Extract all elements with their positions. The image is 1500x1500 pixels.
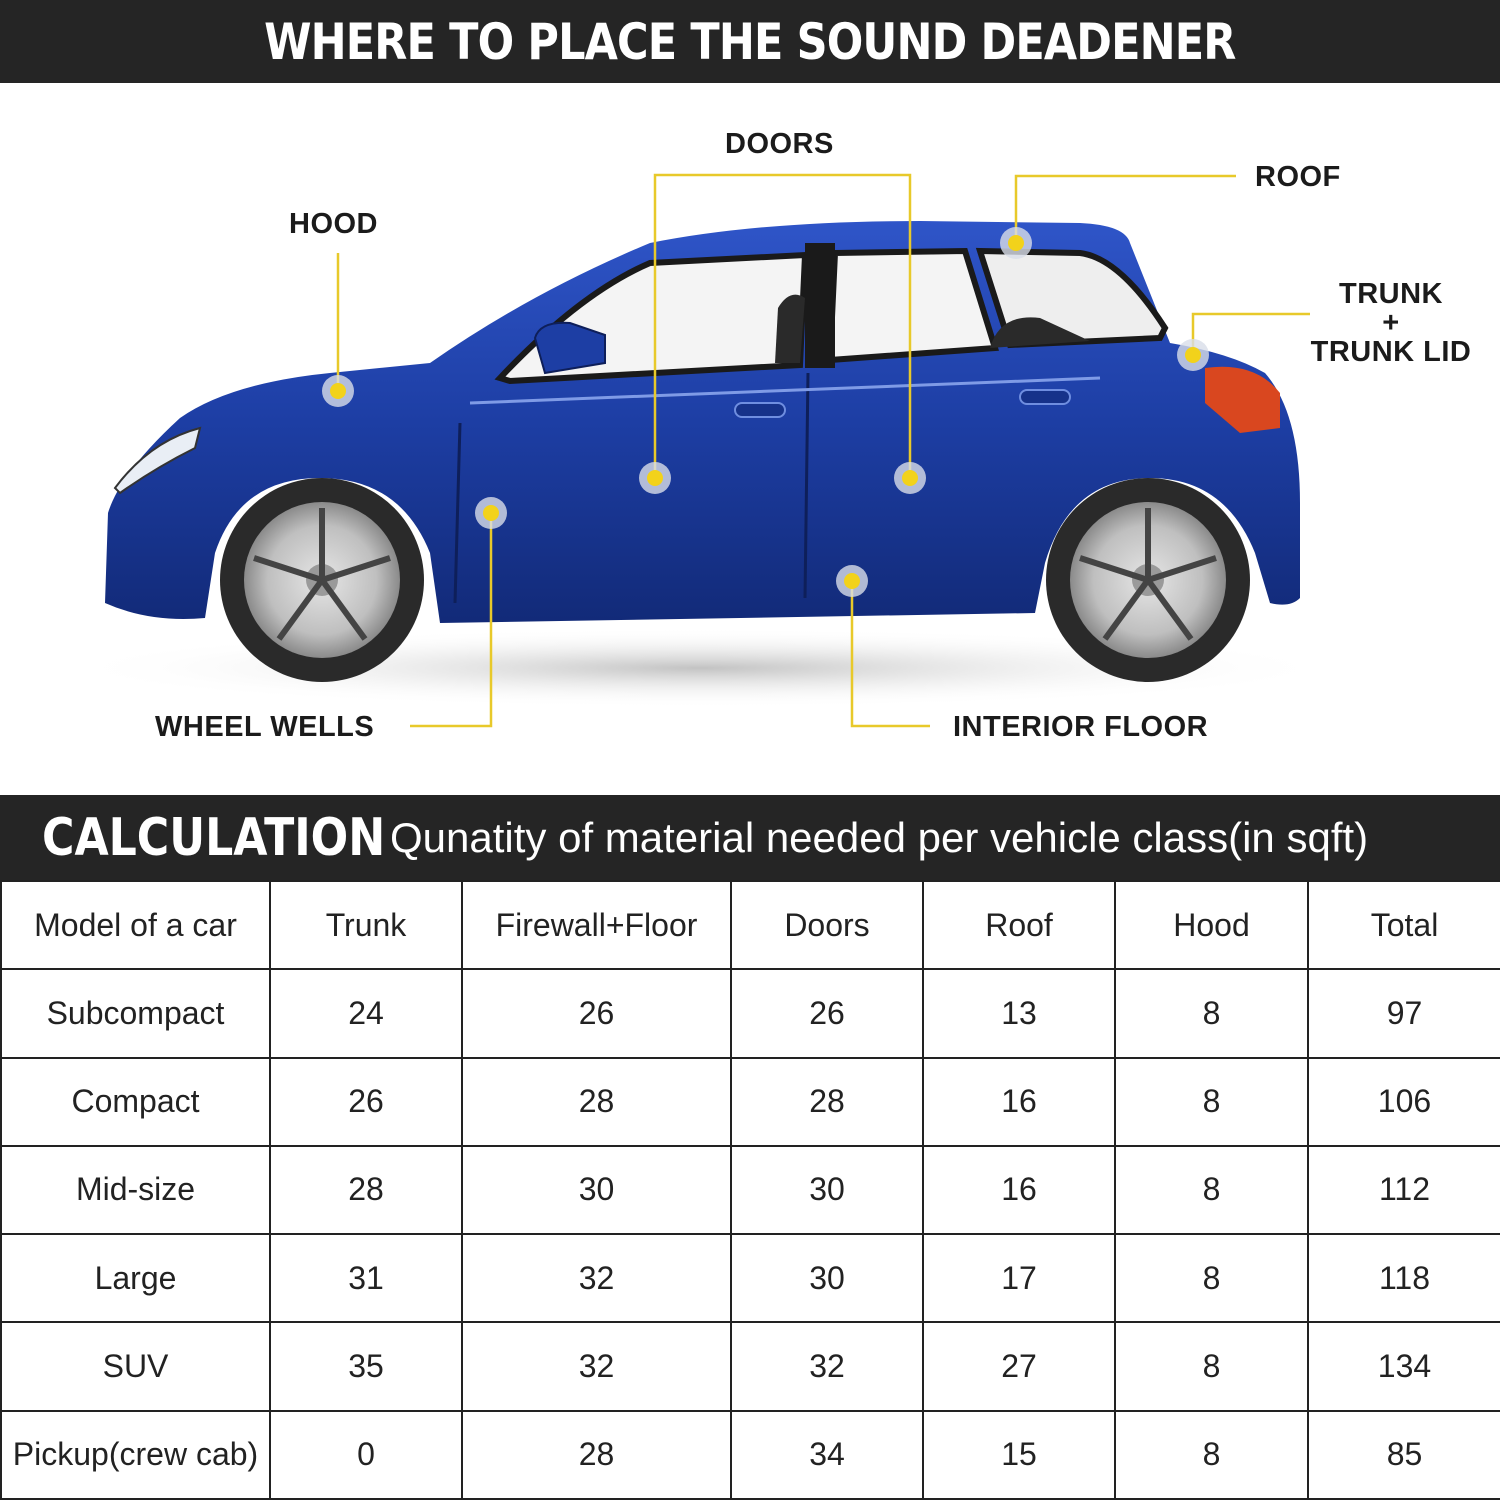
table-cell: 16 — [923, 1058, 1115, 1146]
front-door-handle — [735, 403, 785, 417]
table-row — [1, 969, 1500, 1057]
label-roof: ROOF — [1255, 161, 1341, 193]
table-cell: 8 — [1115, 969, 1308, 1057]
label-trunk-plus: + — [1382, 307, 1400, 339]
table-cell: 118 — [1308, 1234, 1500, 1322]
table-cell: 32 — [462, 1234, 731, 1322]
label-trunk-lid: TRUNK LID — [1310, 336, 1472, 368]
interior-floor-marker — [836, 565, 868, 597]
label-doors: DOORS — [725, 128, 834, 160]
table-cell: 28 — [462, 1058, 731, 1146]
col-header: Roof — [923, 881, 1115, 969]
table-cell: 35 — [270, 1322, 462, 1410]
table-cell: Mid-size — [1, 1146, 270, 1234]
b-pillar — [805, 243, 835, 368]
calculation-title: CALCULATION — [42, 807, 386, 868]
table-cell: 15 — [923, 1411, 1115, 1499]
table-cell: 13 — [923, 969, 1115, 1057]
table-cell: 106 — [1308, 1058, 1500, 1146]
table-cell: Pickup(crew cab) — [1, 1411, 270, 1499]
window-rear — [830, 251, 995, 360]
table-cell: 16 — [923, 1146, 1115, 1234]
table-row — [1, 1234, 1500, 1322]
door-front-marker — [639, 462, 671, 494]
table-cell: 34 — [731, 1411, 923, 1499]
table-row — [1, 1322, 1500, 1410]
trunk-leader — [1193, 314, 1310, 355]
roof-marker — [1000, 227, 1032, 259]
table-cell: 24 — [270, 969, 462, 1057]
table-cell: 8 — [1115, 1146, 1308, 1234]
table-cell: 28 — [270, 1146, 462, 1234]
table-cell: 28 — [462, 1411, 731, 1499]
table-cell: 0 — [270, 1411, 462, 1499]
table-cell: Compact — [1, 1058, 270, 1146]
table-row — [1, 1058, 1500, 1146]
calculation-banner — [0, 795, 1500, 880]
col-header: Firewall+Floor — [462, 881, 731, 969]
table-cell: 27 — [923, 1322, 1115, 1410]
hood-marker — [322, 375, 354, 407]
table-cell: Subcompact — [1, 969, 270, 1057]
calculation-subtitle: Qunatity of material needed per vehicle class(in sqft) — [390, 813, 1369, 861]
rear-door-handle — [1020, 390, 1070, 404]
table-cell: 26 — [462, 969, 731, 1057]
door-rear-marker — [894, 462, 926, 494]
wheel-well-marker — [475, 497, 507, 529]
title-banner — [0, 0, 1500, 83]
table-cell: 26 — [270, 1058, 462, 1146]
col-header: Doors — [731, 881, 923, 969]
table-header-row — [1, 881, 1500, 969]
page-title: WHERE TO PLACE THE SOUND DEADENER — [264, 12, 1236, 71]
table-cell: 26 — [731, 969, 923, 1057]
col-header: Trunk — [270, 881, 462, 969]
table-cell: 30 — [462, 1146, 731, 1234]
label-trunk — [1305, 280, 1477, 367]
table-cell: SUV — [1, 1322, 270, 1410]
table-cell: 30 — [731, 1234, 923, 1322]
table-cell: 32 — [731, 1322, 923, 1410]
col-header: Hood — [1115, 881, 1308, 969]
table-cell: 8 — [1115, 1234, 1308, 1322]
trunk-marker — [1177, 339, 1209, 371]
label-interior-floor: INTERIOR FLOOR — [953, 711, 1209, 743]
table-cell: 85 — [1308, 1411, 1500, 1499]
front-wheel — [220, 478, 424, 682]
table-cell: 8 — [1115, 1058, 1308, 1146]
table-cell: 28 — [731, 1058, 923, 1146]
col-header: Model of a car — [1, 881, 270, 969]
table-cell: 112 — [1308, 1146, 1500, 1234]
label-trunk-line1: TRUNK — [1339, 278, 1443, 310]
table-cell: 17 — [923, 1234, 1115, 1322]
table-cell: 97 — [1308, 969, 1500, 1057]
car-diagram — [0, 83, 1500, 795]
table-cell: 8 — [1115, 1411, 1308, 1499]
material-table — [0, 880, 1500, 1500]
col-header: Total — [1308, 881, 1500, 969]
table-cell: 32 — [462, 1322, 731, 1410]
table-cell: 30 — [731, 1146, 923, 1234]
table-cell: Large — [1, 1234, 270, 1322]
table-cell: 8 — [1115, 1322, 1308, 1410]
table-row — [1, 1411, 1500, 1499]
rear-wheel — [1046, 478, 1250, 682]
table-row — [1, 1146, 1500, 1234]
table-cell: 31 — [270, 1234, 462, 1322]
label-wheel-wells: WHEEL WELLS — [155, 711, 375, 743]
table-cell: 134 — [1308, 1322, 1500, 1410]
label-hood: HOOD — [289, 208, 378, 240]
